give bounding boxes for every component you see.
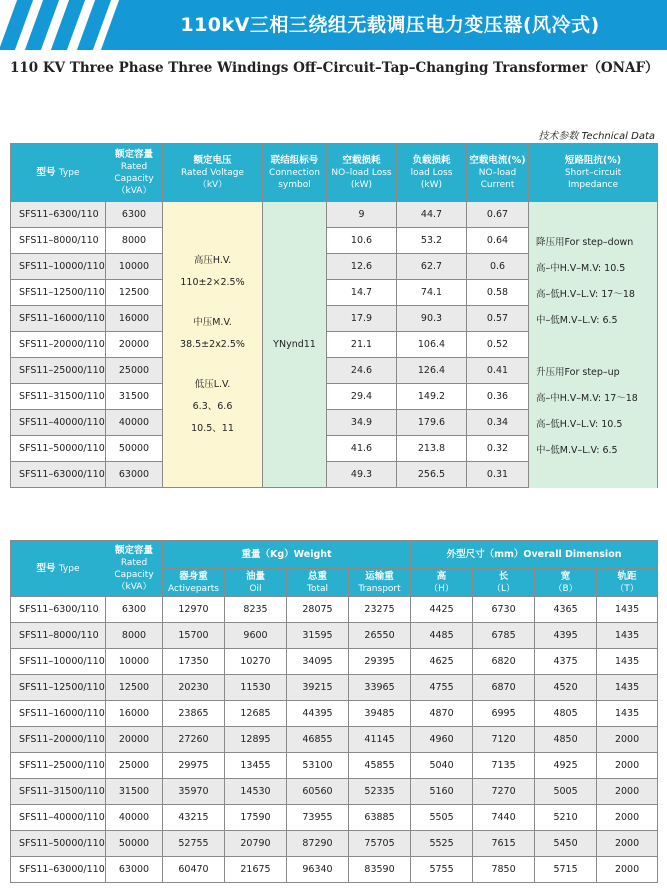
model-cell: SFS11–25000/110: [11, 358, 106, 384]
width-cell: 4925: [535, 753, 597, 779]
capacity-cell: 20000: [106, 332, 163, 358]
model-cell: SFS11–31500/110: [11, 779, 106, 805]
noload-current-cell: 0.64: [467, 228, 529, 254]
width-cell: 5450: [535, 831, 597, 857]
header-active-parts: 器身重 Activeparts: [163, 569, 225, 597]
total-weight-cell: 31595: [287, 623, 349, 649]
capacity-cell: 63000: [106, 462, 163, 488]
model-cell: SFS11–40000/110: [11, 410, 106, 436]
spacer: [163, 360, 262, 369]
noload-current-cell: 0.31: [467, 462, 529, 488]
impedance-cell: 高–中H.V–M.V: 17～18: [529, 384, 658, 410]
header-capacity: 额定容量 Rated Capacity （kVA）: [106, 144, 163, 202]
header-width: 宽 （B）: [535, 569, 597, 597]
capacity-cell: 40000: [106, 805, 163, 831]
table-row: [11, 649, 658, 675]
technical-data-table: [10, 143, 658, 488]
connection-symbol-cell: YNynd11: [263, 202, 327, 488]
width-cell: 4365: [535, 597, 597, 623]
load-loss-cell: 149.2: [397, 384, 467, 410]
noload-loss-cell: 29.4: [327, 384, 397, 410]
table-row: [11, 228, 658, 254]
capacity-cell: 31500: [106, 384, 163, 410]
height-cell: 4960: [411, 727, 473, 753]
spacer: [163, 267, 262, 276]
total-weight-cell: 34095: [287, 649, 349, 675]
width-cell: 4850: [535, 727, 597, 753]
header-connection: 联结组标号 Connection symbol: [263, 144, 327, 202]
total-weight-cell: 73955: [287, 805, 349, 831]
active-parts-cell: 60470: [163, 857, 225, 883]
header-load-loss: 负载损耗 load Loss (kW): [397, 144, 467, 202]
spacer: [163, 351, 262, 360]
total-weight-cell: 96340: [287, 857, 349, 883]
header-type: 型号 Type: [11, 541, 106, 597]
load-loss-cell: 74.1: [397, 280, 467, 306]
model-cell: SFS11–50000/110: [11, 436, 106, 462]
gauge-cell: 2000: [597, 805, 658, 831]
transport-weight-cell: 52335: [349, 779, 411, 805]
noload-current-cell: 0.32: [467, 436, 529, 462]
capacity-cell: 50000: [106, 831, 163, 857]
model-cell: SFS11–50000/110: [11, 831, 106, 857]
spacer: [163, 307, 262, 316]
model-cell: SFS11–20000/110: [11, 332, 106, 358]
width-cell: 4520: [535, 675, 597, 701]
height-cell: 5040: [411, 753, 473, 779]
hv-value: 110±2×2.5%: [180, 277, 245, 288]
impedance-cell: 中–低M.V–L.V: 6.5: [529, 436, 658, 462]
transport-weight-cell: 29395: [349, 649, 411, 675]
gauge-cell: 2000: [597, 753, 658, 779]
page-subtitle: 110 KV Three Phase Three Windings Off–Circuit–Tap–Changing Transformer（ONAF）: [10, 60, 659, 76]
noload-current-cell: 0.52: [467, 332, 529, 358]
model-cell: SFS11–8000/110: [11, 228, 106, 254]
capacity-cell: 10000: [106, 649, 163, 675]
model-cell: SFS11–16000/110: [11, 701, 106, 727]
length-cell: 7120: [473, 727, 535, 753]
width-cell: 5005: [535, 779, 597, 805]
table-row: [11, 779, 658, 805]
width-cell: 5715: [535, 857, 597, 883]
noload-loss-cell: 21.1: [327, 332, 397, 358]
header-gauge: 轨距 （T）: [597, 569, 658, 597]
width-cell: 4395: [535, 623, 597, 649]
page-title: 110kV三相三绕组无载调压电力变压器(风冷式): [180, 14, 600, 36]
length-cell: 6785: [473, 623, 535, 649]
gauge-cell: 1435: [597, 597, 658, 623]
load-loss-cell: 106.4: [397, 332, 467, 358]
capacity-cell: 10000: [106, 254, 163, 280]
total-weight-cell: 53100: [287, 753, 349, 779]
spacer: [163, 289, 262, 298]
capacity-cell: 25000: [106, 753, 163, 779]
impedance-cell: 高–中H.V–M.V: 10.5: [529, 254, 658, 280]
transport-weight-cell: 41145: [349, 727, 411, 753]
oil-cell: 17590: [225, 805, 287, 831]
height-cell: 4870: [411, 701, 473, 727]
table-row: [11, 436, 658, 462]
table-row: [11, 202, 658, 228]
spacer: [163, 413, 262, 422]
capacity-cell: 25000: [106, 358, 163, 384]
table-row: [11, 306, 658, 332]
header-transport: 运输重 Transport: [349, 569, 411, 597]
table-row: [11, 254, 658, 280]
table-row: [11, 753, 658, 779]
table-row: [11, 597, 658, 623]
model-cell: SFS11–6300/110: [11, 597, 106, 623]
oil-cell: 12685: [225, 701, 287, 727]
oil-cell: 8235: [225, 597, 287, 623]
table-row: [11, 701, 658, 727]
mv-label: 中压M.V.: [193, 317, 232, 328]
capacity-cell: 20000: [106, 727, 163, 753]
total-weight-cell: 39215: [287, 675, 349, 701]
table-row: [11, 623, 658, 649]
noload-current-cell: 0.6: [467, 254, 529, 280]
length-cell: 7615: [473, 831, 535, 857]
length-cell: 7135: [473, 753, 535, 779]
total-weight-cell: 46855: [287, 727, 349, 753]
impedance-cell: 降压用For step–down: [529, 228, 658, 254]
model-cell: SFS11–20000/110: [11, 727, 106, 753]
oil-cell: 12895: [225, 727, 287, 753]
capacity-cell: 50000: [106, 436, 163, 462]
noload-loss-cell: 41.6: [327, 436, 397, 462]
height-cell: 4755: [411, 675, 473, 701]
noload-loss-cell: 24.6: [327, 358, 397, 384]
gauge-cell: 2000: [597, 831, 658, 857]
impedance-cell: 高–低H.V–L.V: 10.5: [529, 410, 658, 436]
capacity-cell: 6300: [106, 202, 163, 228]
gauge-cell: 1435: [597, 649, 658, 675]
spacer: [163, 329, 262, 338]
oil-cell: 14530: [225, 779, 287, 805]
capacity-cell: 8000: [106, 623, 163, 649]
model-cell: SFS11–10000/110: [11, 254, 106, 280]
load-loss-cell: 256.5: [397, 462, 467, 488]
noload-current-cell: 0.58: [467, 280, 529, 306]
gauge-cell: 1435: [597, 701, 658, 727]
noload-loss-cell: 9: [327, 202, 397, 228]
technical-data-label: 技术参数 Technical Data: [538, 131, 655, 142]
hv-label: 高压H.V.: [193, 255, 232, 266]
transport-weight-cell: 75705: [349, 831, 411, 857]
header-height: 高 （H）: [411, 569, 473, 597]
header-voltage: 额定电压 Rated Voltage （kV）: [163, 144, 263, 202]
active-parts-cell: 35970: [163, 779, 225, 805]
header-length: 长 （L）: [473, 569, 535, 597]
total-weight-cell: 60560: [287, 779, 349, 805]
model-cell: SFS11–10000/110: [11, 649, 106, 675]
capacity-cell: 6300: [106, 597, 163, 623]
model-cell: SFS11–16000/110: [11, 306, 106, 332]
oil-cell: 9600: [225, 623, 287, 649]
gauge-cell: 2000: [597, 779, 658, 805]
capacity-cell: 12500: [106, 280, 163, 306]
gauge-cell: 1435: [597, 675, 658, 701]
oil-cell: 10270: [225, 649, 287, 675]
table-row: [11, 280, 658, 306]
oil-cell: 13455: [225, 753, 287, 779]
total-weight-cell: 44395: [287, 701, 349, 727]
model-cell: SFS11–31500/110: [11, 384, 106, 410]
width-cell: 4375: [535, 649, 597, 675]
transport-weight-cell: 45855: [349, 753, 411, 779]
capacity-cell: 12500: [106, 675, 163, 701]
table-row: [11, 675, 658, 701]
noload-current-cell: 0.67: [467, 202, 529, 228]
load-loss-cell: 62.7: [397, 254, 467, 280]
total-weight-cell: 28075: [287, 597, 349, 623]
header-capacity: 额定容量 Rated Capacity （kVA）: [106, 541, 163, 597]
model-cell: SFS11–25000/110: [11, 753, 106, 779]
height-cell: 5525: [411, 831, 473, 857]
impedance-cell: [529, 202, 658, 228]
lv-label: 低压L.V.: [194, 379, 231, 390]
lv-value: 10.5、11: [191, 423, 234, 434]
impedance-cell: [529, 462, 658, 488]
impedance-cell: 升压用For step–up: [529, 358, 658, 384]
table-row: [11, 410, 658, 436]
height-cell: 4625: [411, 649, 473, 675]
active-parts-cell: 29975: [163, 753, 225, 779]
load-loss-cell: 126.4: [397, 358, 467, 384]
length-cell: 6820: [473, 649, 535, 675]
active-parts-cell: 43215: [163, 805, 225, 831]
noload-loss-cell: 14.7: [327, 280, 397, 306]
header-dimension: 外型尺寸（mm）Overall Dimension: [411, 541, 658, 569]
load-loss-cell: 90.3: [397, 306, 467, 332]
length-cell: 7440: [473, 805, 535, 831]
oil-cell: 21675: [225, 857, 287, 883]
load-loss-cell: 53.2: [397, 228, 467, 254]
length-cell: 7270: [473, 779, 535, 805]
table-row: [11, 384, 658, 410]
active-parts-cell: 23865: [163, 701, 225, 727]
load-loss-cell: 213.8: [397, 436, 467, 462]
model-cell: SFS11–12500/110: [11, 280, 106, 306]
transport-weight-cell: 39485: [349, 701, 411, 727]
transport-weight-cell: 63885: [349, 805, 411, 831]
width-cell: 4805: [535, 701, 597, 727]
transport-weight-cell: 33965: [349, 675, 411, 701]
noload-loss-cell: 34.9: [327, 410, 397, 436]
lv-value: 6.3、6.6: [192, 401, 233, 412]
impedance-cell: [529, 332, 658, 358]
active-parts-cell: 12970: [163, 597, 225, 623]
rated-voltage-cell: [163, 202, 263, 488]
noload-loss-cell: 12.6: [327, 254, 397, 280]
model-cell: SFS11–8000/110: [11, 623, 106, 649]
header-type: 型号 Type: [11, 144, 106, 202]
table-row: [11, 462, 658, 488]
noload-current-cell: 0.34: [467, 410, 529, 436]
impedance-cell: 高–低H.V–L.V: 17～18: [529, 280, 658, 306]
capacity-cell: 63000: [106, 857, 163, 883]
noload-current-cell: 0.36: [467, 384, 529, 410]
transport-weight-cell: 83590: [349, 857, 411, 883]
load-loss-cell: 179.6: [397, 410, 467, 436]
title-banner: [0, 0, 667, 50]
impedance-cell: 中–低M.V–L.V: 6.5: [529, 306, 658, 332]
mv-value: 38.5±2x2.5%: [180, 339, 245, 350]
width-cell: 5210: [535, 805, 597, 831]
table-header-row: [11, 144, 658, 202]
header-total: 总重 Total: [287, 569, 349, 597]
table-row: [11, 857, 658, 883]
header-weight: 重量（Kg）Weight: [163, 541, 411, 569]
active-parts-cell: 20230: [163, 675, 225, 701]
noload-loss-cell: 10.6: [327, 228, 397, 254]
table-header-row: [11, 541, 658, 569]
gauge-cell: 2000: [597, 727, 658, 753]
noload-current-cell: 0.57: [467, 306, 529, 332]
oil-cell: 20790: [225, 831, 287, 857]
active-parts-cell: 52755: [163, 831, 225, 857]
transport-weight-cell: 23275: [349, 597, 411, 623]
model-cell: SFS11–6300/110: [11, 202, 106, 228]
load-loss-cell: 44.7: [397, 202, 467, 228]
length-cell: 6730: [473, 597, 535, 623]
spacer: [163, 298, 262, 307]
noload-loss-cell: 49.3: [327, 462, 397, 488]
transport-weight-cell: 26550: [349, 623, 411, 649]
active-parts-cell: 17350: [163, 649, 225, 675]
capacity-cell: 8000: [106, 228, 163, 254]
table-row: [11, 805, 658, 831]
noload-current-cell: 0.41: [467, 358, 529, 384]
table-row: [11, 727, 658, 753]
model-cell: SFS11–40000/110: [11, 805, 106, 831]
height-cell: 4485: [411, 623, 473, 649]
oil-cell: 11530: [225, 675, 287, 701]
header-noload-current: 空载电流(%) NO–load Current: [467, 144, 529, 202]
length-cell: 6995: [473, 701, 535, 727]
height-cell: 5755: [411, 857, 473, 883]
gauge-cell: 1435: [597, 623, 658, 649]
noload-loss-cell: 17.9: [327, 306, 397, 332]
total-weight-cell: 87290: [287, 831, 349, 857]
table-row: [11, 831, 658, 857]
length-cell: 7850: [473, 857, 535, 883]
active-parts-cell: 27260: [163, 727, 225, 753]
length-cell: 6870: [473, 675, 535, 701]
model-cell: SFS11–63000/110: [11, 857, 106, 883]
height-cell: 4425: [411, 597, 473, 623]
header-oil: 油量 Oil: [225, 569, 287, 597]
height-cell: 5505: [411, 805, 473, 831]
header-noload-loss: 空载损耗 NO–load Loss (kW): [327, 144, 397, 202]
table-row: [11, 332, 658, 358]
height-cell: 5160: [411, 779, 473, 805]
capacity-cell: 40000: [106, 410, 163, 436]
active-parts-cell: 15700: [163, 623, 225, 649]
model-cell: SFS11–63000/110: [11, 462, 106, 488]
capacity-cell: 16000: [106, 306, 163, 332]
weight-dimension-table: [10, 540, 658, 883]
spacer: [163, 391, 262, 400]
header-impedance: 短路阻抗(%) Short–circuit Impedance: [529, 144, 658, 202]
gauge-cell: 2000: [597, 857, 658, 883]
table-row: [11, 358, 658, 384]
capacity-cell: 31500: [106, 779, 163, 805]
model-cell: SFS11–12500/110: [11, 675, 106, 701]
spacer: [163, 369, 262, 378]
capacity-cell: 16000: [106, 701, 163, 727]
